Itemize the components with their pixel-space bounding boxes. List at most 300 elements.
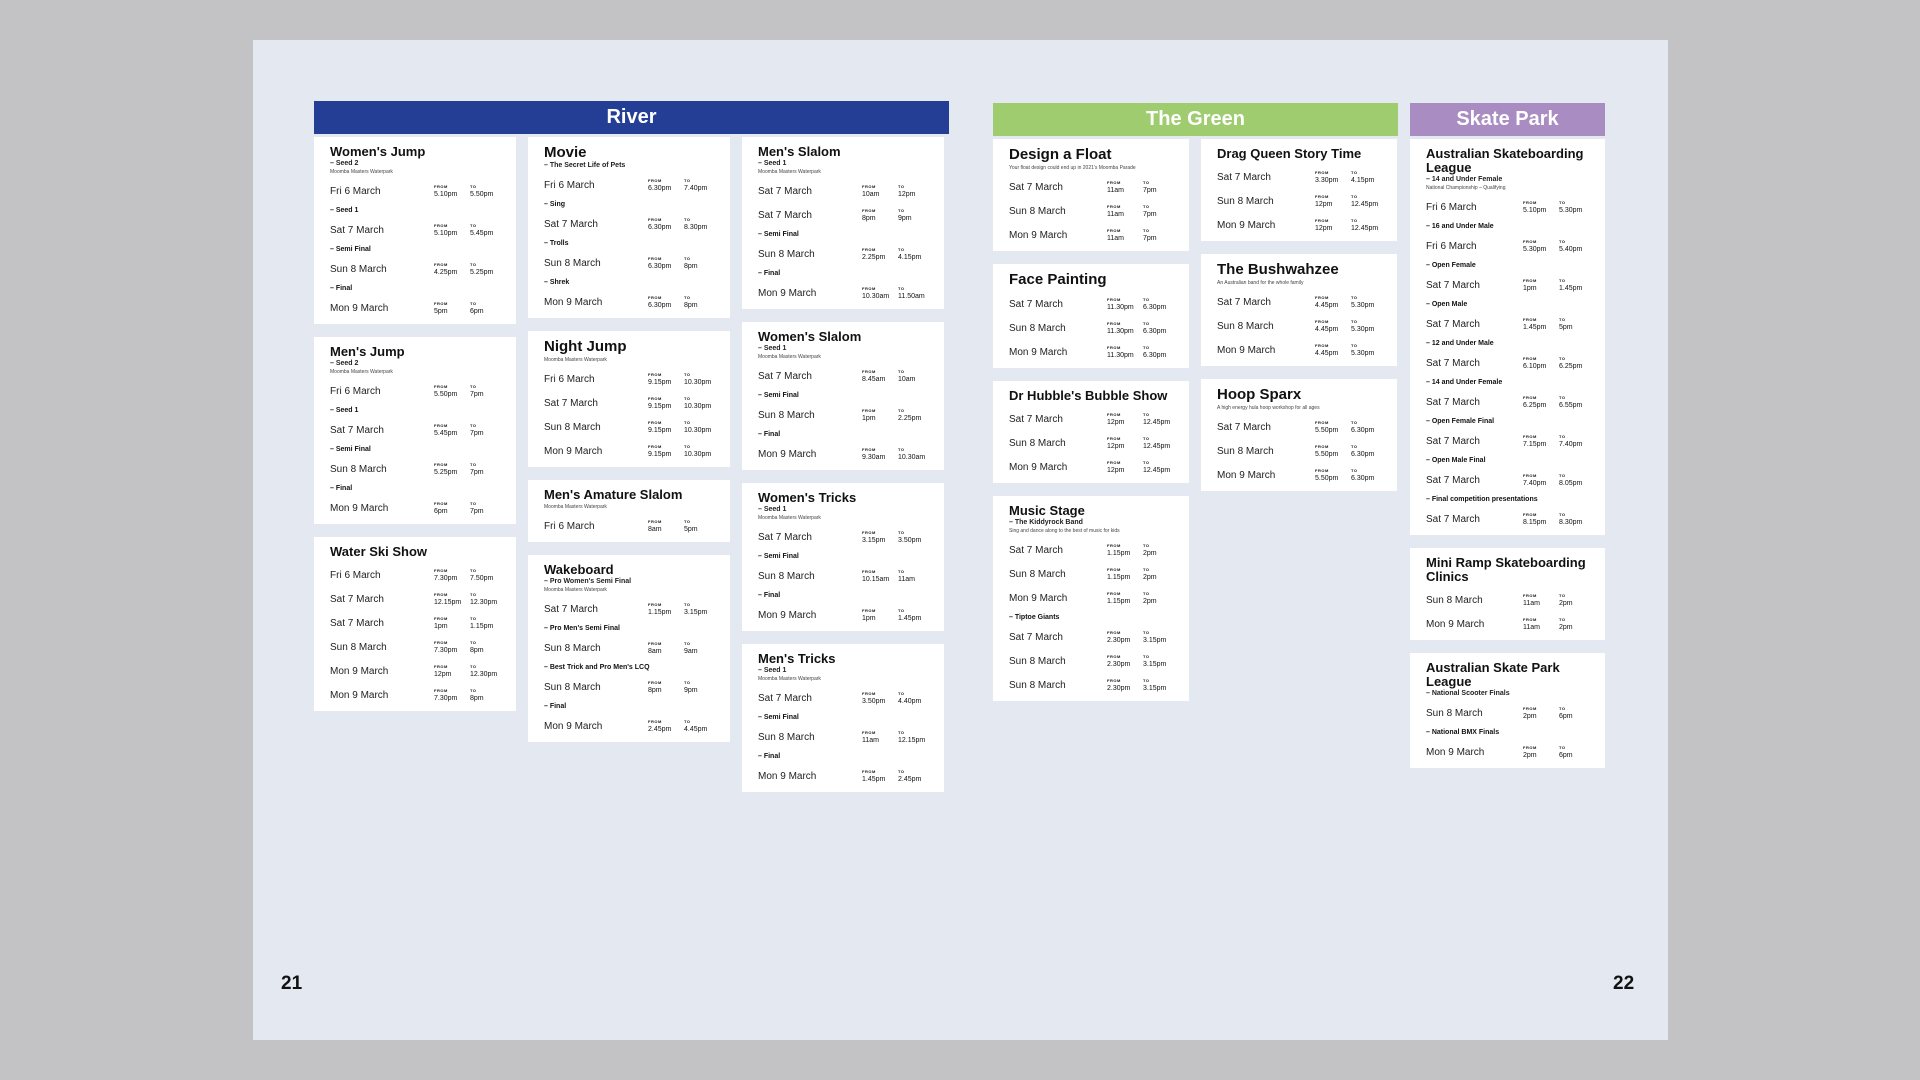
event-card — [1410, 139, 1605, 535]
start-time — [1523, 317, 1559, 332]
session-day: Sun 8 March — [1217, 446, 1274, 457]
event-description: Moomba Masters Waterpark — [758, 515, 821, 521]
session-day: Sat 7 March — [1426, 319, 1480, 330]
start-time — [648, 444, 684, 459]
session-day: Sat 7 March — [1426, 280, 1480, 291]
session-note: – 14 and Under Female — [1426, 379, 1503, 386]
end-time — [684, 602, 720, 617]
schedule-row — [758, 691, 934, 706]
end-time — [898, 286, 934, 301]
end-label: TO — [898, 247, 905, 252]
end-time — [1559, 617, 1595, 632]
start-time — [1523, 473, 1559, 488]
start-time — [1523, 356, 1559, 371]
end-time — [1143, 567, 1179, 582]
session-day: Fri 6 March — [1426, 202, 1477, 213]
start-label: FROM — [1107, 630, 1121, 635]
end-label: TO — [684, 641, 691, 646]
session-day: Sat 7 March — [1426, 397, 1480, 408]
session-note: – Final — [330, 485, 353, 492]
end-label: TO — [1559, 617, 1566, 622]
start-label: FROM — [648, 719, 662, 724]
start-time — [1107, 204, 1143, 219]
start-time — [1523, 239, 1559, 254]
start-time — [1315, 468, 1351, 483]
end-label: TO — [1143, 460, 1150, 465]
start-label: FROM — [1315, 319, 1329, 324]
session-day: Mon 9 March — [1217, 220, 1276, 231]
start-label: FROM — [434, 640, 448, 645]
schedule-row — [544, 256, 720, 271]
start-label: FROM — [1315, 218, 1329, 223]
start-time — [1315, 170, 1351, 185]
session-day: Mon 9 March — [1426, 619, 1485, 630]
start-value: 2.30pm — [1107, 685, 1131, 692]
end-time — [1143, 654, 1179, 669]
session-note: – Final — [758, 592, 781, 599]
start-value: 11.30pm — [1107, 328, 1134, 335]
session-day: Mon 9 March — [330, 666, 389, 677]
end-value: 7.40pm — [684, 185, 708, 192]
end-value: 5pm — [1559, 324, 1573, 331]
end-label: TO — [1143, 543, 1150, 548]
start-time — [434, 616, 470, 631]
end-label: TO — [1143, 678, 1150, 683]
event-title: Drag Queen Story Time — [1217, 146, 1362, 161]
event-description: Moomba Masters Waterpark — [330, 369, 393, 375]
schedule-row — [758, 730, 934, 745]
start-label: FROM — [434, 616, 448, 621]
end-value: 5.40pm — [1559, 246, 1583, 253]
start-label: FROM — [1523, 593, 1537, 598]
start-label: FROM — [862, 369, 876, 374]
end-time — [898, 608, 934, 623]
end-value: 6.55pm — [1559, 402, 1583, 409]
end-value: 3.15pm — [1143, 661, 1167, 668]
start-label: FROM — [862, 530, 876, 535]
start-time — [1107, 436, 1143, 451]
session-day: Sun 8 March — [544, 682, 601, 693]
start-time — [862, 408, 898, 423]
schedule-row — [1009, 204, 1179, 219]
start-time — [862, 569, 898, 584]
end-value: 8pm — [684, 302, 698, 309]
end-label: TO — [470, 640, 477, 645]
end-value: 3.15pm — [1143, 637, 1167, 644]
end-value: 7pm — [1143, 235, 1157, 242]
end-label: TO — [470, 184, 477, 189]
schedule-row — [758, 247, 934, 262]
schedule-row — [1426, 473, 1595, 488]
event-description: A high energy hula hoop workshop for all ages — [1217, 405, 1320, 411]
end-value: 10am — [898, 376, 916, 383]
start-value: 9.15pm — [648, 427, 672, 434]
start-value: 7.15pm — [1523, 441, 1547, 448]
session-note: – Best Trick and Pro Men's LCQ — [544, 664, 650, 671]
start-label: FROM — [648, 420, 662, 425]
end-value: 7pm — [470, 508, 484, 515]
event-subtitle: – Seed 1 — [758, 506, 787, 513]
end-label: TO — [684, 295, 691, 300]
end-time — [1143, 204, 1179, 219]
end-value: 7.50pm — [470, 575, 494, 582]
session-day: Sun 8 March — [758, 410, 815, 421]
schedule-row — [330, 592, 506, 607]
start-value: 7.40pm — [1523, 480, 1547, 487]
session-day: Sun 8 March — [1426, 708, 1483, 719]
start-value: 2.30pm — [1107, 661, 1131, 668]
start-label: FROM — [434, 501, 448, 506]
end-value: 12.45pm — [1143, 443, 1171, 450]
start-label: FROM — [648, 372, 662, 377]
start-time — [862, 369, 898, 384]
schedule-row — [758, 608, 934, 623]
start-time — [1107, 591, 1143, 606]
end-label: TO — [470, 688, 477, 693]
end-label: TO — [684, 420, 691, 425]
start-label: FROM — [434, 592, 448, 597]
session-note: – Final — [758, 753, 781, 760]
end-time — [1559, 317, 1595, 332]
event-title: Mini Ramp Skateboarding Clinics — [1426, 555, 1586, 584]
end-label: TO — [684, 680, 691, 685]
start-time — [434, 664, 470, 679]
schedule-row — [1217, 218, 1387, 233]
start-value: 1pm — [862, 415, 876, 422]
end-label: TO — [898, 608, 905, 613]
end-time — [1559, 200, 1595, 215]
schedule-row — [1009, 321, 1179, 336]
schedule-row — [758, 447, 934, 462]
end-value: 12.30pm — [470, 599, 498, 606]
schedule-row — [1009, 228, 1179, 243]
start-value: 11am — [1107, 187, 1124, 194]
end-label: TO — [1559, 512, 1566, 517]
end-label: TO — [898, 569, 905, 574]
end-label: TO — [1143, 654, 1150, 659]
end-value: 6.30pm — [1351, 475, 1375, 482]
end-value: 4.45pm — [684, 726, 708, 733]
start-label: FROM — [1523, 434, 1537, 439]
end-label: TO — [684, 602, 691, 607]
start-value: 5.10pm — [434, 230, 458, 237]
start-time — [1315, 295, 1351, 310]
start-label: FROM — [434, 223, 448, 228]
start-value: 9.15pm — [648, 379, 672, 386]
end-value: 5.30pm — [1351, 302, 1375, 309]
session-day: Sun 8 March — [544, 258, 601, 269]
end-time — [684, 178, 720, 193]
session-day: Sat 7 March — [758, 532, 812, 543]
start-label: FROM — [1107, 591, 1121, 596]
schedule-row — [330, 223, 506, 238]
start-value: 1.45pm — [862, 776, 886, 783]
start-label: FROM — [434, 688, 448, 693]
event-title: Water Ski Show — [330, 544, 428, 559]
start-label: FROM — [648, 178, 662, 183]
end-label: TO — [1143, 345, 1150, 350]
start-value: 11am — [1107, 235, 1124, 242]
event-subtitle: – Pro Women's Semi Final — [544, 578, 632, 585]
start-time — [862, 184, 898, 199]
end-time — [1143, 591, 1179, 606]
start-time — [434, 640, 470, 655]
end-value: 5.30pm — [1351, 350, 1375, 357]
session-note: – Open Male — [1426, 301, 1468, 308]
green-column-1 — [993, 139, 1189, 714]
schedule-row — [1217, 194, 1387, 209]
start-label: FROM — [1315, 420, 1329, 425]
end-time — [898, 369, 934, 384]
session-day: Fri 6 March — [330, 186, 381, 197]
start-label: FROM — [1107, 204, 1121, 209]
session-day: Mon 9 March — [1009, 593, 1068, 604]
schedule-row — [758, 369, 934, 384]
session-day: Sun 8 March — [1009, 569, 1066, 580]
start-value: 6.30pm — [648, 302, 672, 309]
event-title: Hoop Sparx — [1217, 386, 1302, 403]
start-time — [648, 680, 684, 695]
start-time — [1315, 444, 1351, 459]
start-time — [1523, 434, 1559, 449]
start-value: 12pm — [434, 671, 452, 678]
end-time — [684, 217, 720, 232]
session-note: – Semi Final — [330, 246, 371, 253]
session-day: Sat 7 March — [1217, 172, 1271, 183]
schedule-row — [330, 664, 506, 679]
event-title: Men's Jump — [330, 344, 405, 359]
start-time — [1107, 567, 1143, 582]
end-label: TO — [1351, 343, 1358, 348]
end-time — [470, 592, 506, 607]
schedule-row — [330, 262, 506, 277]
start-value: 11.30pm — [1107, 304, 1134, 311]
end-label: TO — [1143, 297, 1150, 302]
page-number-left: 21 — [281, 973, 303, 994]
session-note: – Final — [758, 431, 781, 438]
schedule-row — [758, 408, 934, 423]
start-time — [434, 184, 470, 199]
session-day: Sat 7 March — [758, 210, 812, 221]
schedule-row — [1426, 512, 1595, 527]
session-note: – Semi Final — [758, 392, 799, 399]
start-label: FROM — [648, 444, 662, 449]
start-value: 8pm — [862, 215, 876, 222]
event-card — [742, 483, 944, 631]
end-time — [1559, 395, 1595, 410]
start-label: FROM — [862, 184, 876, 189]
end-time — [898, 184, 934, 199]
session-day: Mon 9 March — [758, 288, 817, 299]
event-title: Australian Skate Park League — [1426, 660, 1560, 689]
end-label: TO — [1351, 295, 1358, 300]
schedule-row — [330, 501, 506, 516]
session-day: Sun 8 March — [758, 249, 815, 260]
start-label: FROM — [1107, 297, 1121, 302]
end-label: TO — [1559, 278, 1566, 283]
end-value: 1.45pm — [898, 615, 922, 622]
schedule-row — [330, 384, 506, 399]
start-value: 3.30pm — [1315, 177, 1339, 184]
schedule-row — [1009, 678, 1179, 693]
end-label: TO — [1351, 468, 1358, 473]
end-label: TO — [898, 691, 905, 696]
session-note: – Seed 1 — [330, 207, 359, 214]
start-time — [1107, 345, 1143, 360]
session-day: Mon 9 March — [1009, 347, 1068, 358]
start-time — [648, 602, 684, 617]
end-time — [470, 616, 506, 631]
skate-column — [1410, 139, 1605, 781]
start-label: FROM — [862, 569, 876, 574]
schedule-row — [544, 396, 720, 411]
session-day: Sat 7 March — [544, 219, 598, 230]
end-time — [1351, 319, 1387, 334]
end-label: TO — [684, 372, 691, 377]
session-day: Sun 8 March — [758, 732, 815, 743]
schedule-row — [1426, 706, 1595, 721]
end-time — [684, 372, 720, 387]
start-value: 2.25pm — [862, 254, 886, 261]
end-time — [1143, 180, 1179, 195]
event-description: Moomba Masters Waterpark — [330, 169, 393, 175]
end-value: 7pm — [470, 430, 484, 437]
start-value: 1.15pm — [1107, 550, 1131, 557]
end-value: 5.25pm — [470, 269, 494, 276]
start-label: FROM — [434, 384, 448, 389]
end-value: 3.50pm — [898, 537, 922, 544]
start-time — [862, 608, 898, 623]
schedule-row — [544, 519, 720, 534]
end-time — [684, 719, 720, 734]
brochure-spread — [253, 40, 1668, 1040]
start-time — [1107, 543, 1143, 558]
end-label: TO — [470, 262, 477, 267]
start-value: 8am — [648, 526, 662, 533]
start-label: FROM — [1107, 654, 1121, 659]
start-time — [648, 396, 684, 411]
start-value: 10am — [862, 191, 880, 198]
start-time — [1107, 321, 1143, 336]
start-value: 8.15pm — [1523, 519, 1547, 526]
event-title: Women's Jump — [330, 144, 426, 159]
start-value: 5.50pm — [1315, 451, 1339, 458]
end-label: TO — [898, 730, 905, 735]
schedule-row — [758, 184, 934, 199]
end-label: TO — [898, 286, 905, 291]
end-time — [470, 301, 506, 316]
event-card — [314, 537, 516, 711]
end-value: 2.25pm — [898, 415, 922, 422]
session-day: Sat 7 March — [1009, 299, 1063, 310]
start-time — [1107, 228, 1143, 243]
schedule-row — [1009, 412, 1179, 427]
session-note: – 12 and Under Male — [1426, 340, 1494, 347]
start-label: FROM — [1107, 567, 1121, 572]
session-day: Mon 9 March — [758, 610, 817, 621]
end-time — [1143, 412, 1179, 427]
start-time — [1107, 654, 1143, 669]
end-time — [898, 730, 934, 745]
end-label: TO — [1559, 473, 1566, 478]
end-value: 5.45pm — [470, 230, 494, 237]
start-time — [1315, 218, 1351, 233]
event-card — [314, 137, 516, 324]
end-time — [1559, 745, 1595, 760]
start-time — [1523, 593, 1559, 608]
session-day: Mon 9 March — [544, 721, 603, 732]
session-day: Sun 8 March — [1009, 438, 1066, 449]
session-day: Sun 8 March — [544, 422, 601, 433]
end-time — [470, 423, 506, 438]
end-value: 6.30pm — [1143, 304, 1167, 311]
end-time — [1559, 706, 1595, 721]
event-card — [993, 381, 1189, 483]
end-label: TO — [898, 208, 905, 213]
session-day: Sun 8 March — [758, 571, 815, 582]
end-value: 5.30pm — [1559, 207, 1583, 214]
session-note: – Open Male Final — [1426, 457, 1486, 464]
event-card — [993, 264, 1189, 368]
start-value: 1.15pm — [1107, 574, 1131, 581]
end-label: TO — [1143, 412, 1150, 417]
start-value: 1.45pm — [1523, 324, 1547, 331]
end-value: 5pm — [684, 526, 698, 533]
start-label: FROM — [434, 184, 448, 189]
start-label: FROM — [862, 286, 876, 291]
end-time — [1559, 356, 1595, 371]
start-label: FROM — [1523, 200, 1537, 205]
end-time — [684, 519, 720, 534]
river-column-3 — [742, 137, 944, 805]
start-label: FROM — [1315, 194, 1329, 199]
end-value: 8.30pm — [684, 224, 708, 231]
start-label: FROM — [1107, 228, 1121, 233]
event-card — [314, 337, 516, 524]
session-day: Sat 7 March — [758, 693, 812, 704]
event-subtitle: – The Kiddyrock Band — [1009, 519, 1083, 526]
end-time — [898, 691, 934, 706]
event-subtitle: – Seed 2 — [330, 360, 359, 367]
start-value: 4.45pm — [1315, 302, 1339, 309]
start-time — [1315, 319, 1351, 334]
start-time — [1523, 395, 1559, 410]
session-day: Sun 8 March — [1009, 656, 1066, 667]
session-day: Sat 7 March — [1217, 297, 1271, 308]
schedule-row — [758, 769, 934, 784]
end-label: TO — [1559, 317, 1566, 322]
end-time — [1143, 460, 1179, 475]
start-time — [434, 568, 470, 583]
end-time — [1351, 170, 1387, 185]
schedule-row — [544, 641, 720, 656]
start-value: 3.50pm — [862, 698, 886, 705]
start-value: 11am — [1523, 600, 1540, 607]
schedule-row — [544, 680, 720, 695]
session-note: – Open Female — [1426, 262, 1476, 269]
start-value: 8pm — [648, 687, 662, 694]
event-subtitle: – Seed 1 — [758, 345, 787, 352]
session-day: Sun 8 March — [330, 264, 387, 275]
end-label: TO — [898, 369, 905, 374]
start-label: FROM — [648, 602, 662, 607]
start-label: FROM — [1107, 436, 1121, 441]
end-label: TO — [684, 178, 691, 183]
session-day: Sat 7 March — [330, 618, 384, 629]
end-time — [470, 664, 506, 679]
start-time — [648, 295, 684, 310]
session-day: Sat 7 March — [330, 225, 384, 236]
